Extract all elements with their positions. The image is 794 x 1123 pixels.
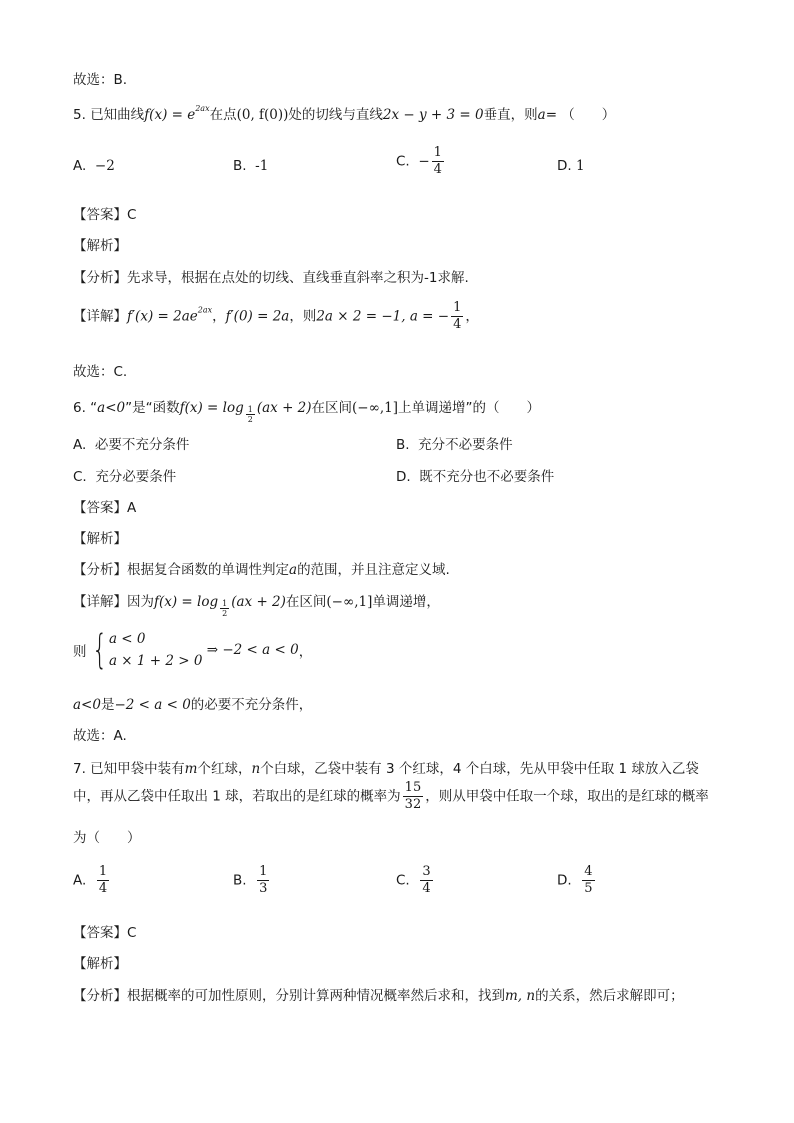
q5-option-c[interactable] [396,145,446,178]
q5-option-a[interactable] [73,158,115,174]
q5-stem-end: = （ ） [545,107,616,123]
fenxi-tag: 【分析】 [73,270,127,286]
option-fraction [257,864,269,897]
q5-option-d[interactable] [557,158,585,174]
option-value: 充分必要条件 [95,469,177,485]
fraction-denominator: 4 [98,881,108,896]
fraction-denominator: 2 [222,609,228,618]
q7-analysis-tag: 【解析】 [73,956,127,972]
q5-fenxi [73,266,469,286]
detail-math: f′(x) = 2ae [127,308,198,325]
detail-tag: 【详解】 [73,594,127,610]
detail-log-base [220,599,229,618]
answer-value: C [127,207,137,223]
q5-conclusion: 故选：C. [73,364,128,380]
q7-text: 中，再从乙袋中任取出 1 球，若取出的是红球的概率为 [73,788,401,805]
fraction-numerator: 1 [98,864,108,879]
option-label: A. [73,872,87,889]
q5-stem-text: 处的切线与直线 [288,107,383,123]
fraction-denominator: 4 [453,317,462,332]
fraction-denominator: 5 [584,881,593,896]
option-label: B. [233,158,247,174]
q5-var: a [537,107,546,123]
q6-log-base [246,405,255,424]
detail-interval: (−∞,1] [326,594,373,610]
system-lines [109,628,203,672]
q6-conclusion-line [73,693,312,713]
q5-func-exp: 2ax [195,104,210,113]
q6-stem-text: 6. “ [73,400,98,416]
option-label: A. [73,158,87,174]
q7-stem-line2 [73,780,709,813]
q6-fenxi [73,558,450,578]
option-label: C. [396,153,410,170]
q5-line-eq: 2x − y + 3 = 0 [382,107,484,123]
answer-value: A [127,500,137,516]
option-fraction [432,145,444,178]
q5-stem-text: 垂直，则 [483,107,538,123]
q6-answer [73,496,136,516]
option-sign: − [418,153,430,170]
q5-stem-text: 在点 [209,107,237,123]
detail-text: 因为 [127,594,154,610]
option-value: -1 [255,158,269,174]
fraction-denominator: 3 [259,881,268,896]
detail-tag: 【详解】 [73,308,127,325]
q6-detail [73,590,440,618]
concl-math: −2 < a < 0 [114,697,191,713]
q5-point: (0, f(0)) [236,107,289,123]
option-fraction [582,864,594,897]
q7-answer [73,921,136,941]
q6-stem-end: 上单调递增”的（ ） [398,400,541,416]
option-fraction [97,864,109,897]
q7-option-a[interactable] [73,864,111,897]
q5-option-b[interactable] [233,158,268,174]
q6-conclusion: 故选：A. [73,728,127,744]
q7-stem-line3: 为（ ） [73,830,141,846]
answer-tag: 【答案】 [73,500,127,516]
system-then: 则 [73,644,87,660]
option-label: D. [557,872,572,889]
q7-option-d[interactable] [557,864,597,897]
q6-stem-text: 在区间 [311,400,353,416]
q6-option-d[interactable] [396,465,554,485]
detail-text: ，则 [289,308,317,325]
detail-fraction [451,300,463,333]
fraction-numerator: 15 [404,780,422,795]
option-value: 既不充分也不必要条件 [419,469,555,485]
option-label: B. [396,437,410,453]
q5-analysis-tag: 【解析】 [73,238,127,254]
q6-option-b[interactable] [396,433,513,453]
q6-stem [73,396,540,424]
fraction-denominator: 32 [404,797,422,812]
q5-func: f(x) = e [144,107,196,123]
fenxi-text: 先求导，根据在点处的切线、直线垂直斜率之积为-1求解. [127,270,469,286]
fenxi-text: 根据概率的可加性原则，分别计算两种情况概率然后求和，找到 [127,988,505,1004]
option-label: A. [73,437,87,453]
q5-stem [73,103,615,123]
option-value: −2 [94,158,115,174]
answer-tag: 【答案】 [73,207,127,223]
q7-text: 7. 已知甲袋中装有 [73,761,185,777]
fenxi-text: 根据复合函数的单调性判定 [127,562,289,578]
option-value: 1 [575,158,585,174]
detail-math: f(x) = log [154,594,219,610]
fraction-denominator: 2 [247,415,253,424]
q7-text: 个白球，乙袋中装有 3 个红球，4 个白球，先从甲袋中任取 1 球放入乙袋 [260,761,699,777]
detail-text: 单调递增， [372,594,440,610]
fenxi-text: 的关系，然后求解即可； [535,988,684,1004]
q7-prob-fraction [403,780,424,813]
prev-conclusion: 故选：B. [73,72,128,88]
q5-stem-text: 已知曲线 [90,107,145,123]
option-label: D. [557,158,572,174]
fenxi-var: a [289,562,298,578]
brace-symbol: { [91,627,107,673]
concl-math: a<0 [73,697,101,713]
fraction-denominator: 4 [433,162,442,177]
answer-tag: 【答案】 [73,925,127,941]
fraction-denominator: 4 [422,881,431,896]
option-value: 必要不充分条件 [94,437,190,453]
detail-math: f′(0) = 2a [225,308,290,325]
fraction-numerator: 1 [433,145,442,160]
q6-analysis-tag: 【解析】 [73,531,127,547]
detail-text: ， [465,308,479,325]
system-line-1: a < 0 [108,631,146,647]
q5-answer [73,203,136,223]
answer-value: C [127,925,137,941]
detail-text: 在区间 [285,594,327,610]
q6-option-c[interactable] [73,465,176,485]
system-implies: ⇒ −2 < a < 0 [206,642,299,658]
system-end: ， [298,644,313,660]
q7-text: 个红球， [197,761,252,777]
q7-var-n: n [251,761,261,777]
option-label: C. [73,469,87,485]
q5-detail [73,300,479,333]
q7-var-m: m [184,761,198,777]
fraction-numerator: 1 [222,599,228,608]
q7-option-b[interactable] [233,864,271,897]
concl-text: 的必要不充分条件， [190,697,313,713]
option-label: D. [396,469,411,485]
fenxi-tag: 【分析】 [73,988,127,1004]
concl-text: 是 [100,697,115,713]
q6-cond: a<0 [97,400,126,416]
option-value: 充分不必要条件 [418,437,513,453]
fraction-numerator: 1 [453,300,462,315]
fraction-numerator: 1 [247,405,253,414]
detail-math: (ax + 2) [231,594,286,610]
fenxi-tag: 【分析】 [73,562,127,578]
q7-option-c[interactable] [396,864,435,897]
q6-func-arg: (ax + 2) [256,400,312,416]
q7-fenxi [73,984,684,1004]
q7-text: ，则从甲袋中任取一个球，取出的是红球的概率 [425,788,709,805]
fraction-numerator: 4 [584,864,593,879]
q6-system [73,628,312,672]
option-label: C. [396,872,410,889]
q6-stem-text: ”是“函数 [125,400,180,416]
q5-number: 5. [73,107,86,123]
system-line-2: a × 1 + 2 > 0 [108,653,203,669]
detail-math: 2a × 2 = −1, a = − [316,308,450,325]
fenxi-vars: m, n [505,988,536,1004]
q6-option-a[interactable] [73,433,189,453]
option-fraction [420,864,432,897]
q6-interval: (−∞,1] [352,400,399,416]
fraction-numerator: 3 [422,864,431,879]
q7-stem-line1 [73,757,699,777]
option-label: B. [233,872,247,889]
detail-exp: 2ax [197,305,213,315]
fraction-numerator: 1 [259,864,268,879]
q6-func: f(x) = log [179,400,244,416]
detail-text: ， [212,308,226,325]
fenxi-text: 的范围，并且注意定义域. [297,562,450,578]
